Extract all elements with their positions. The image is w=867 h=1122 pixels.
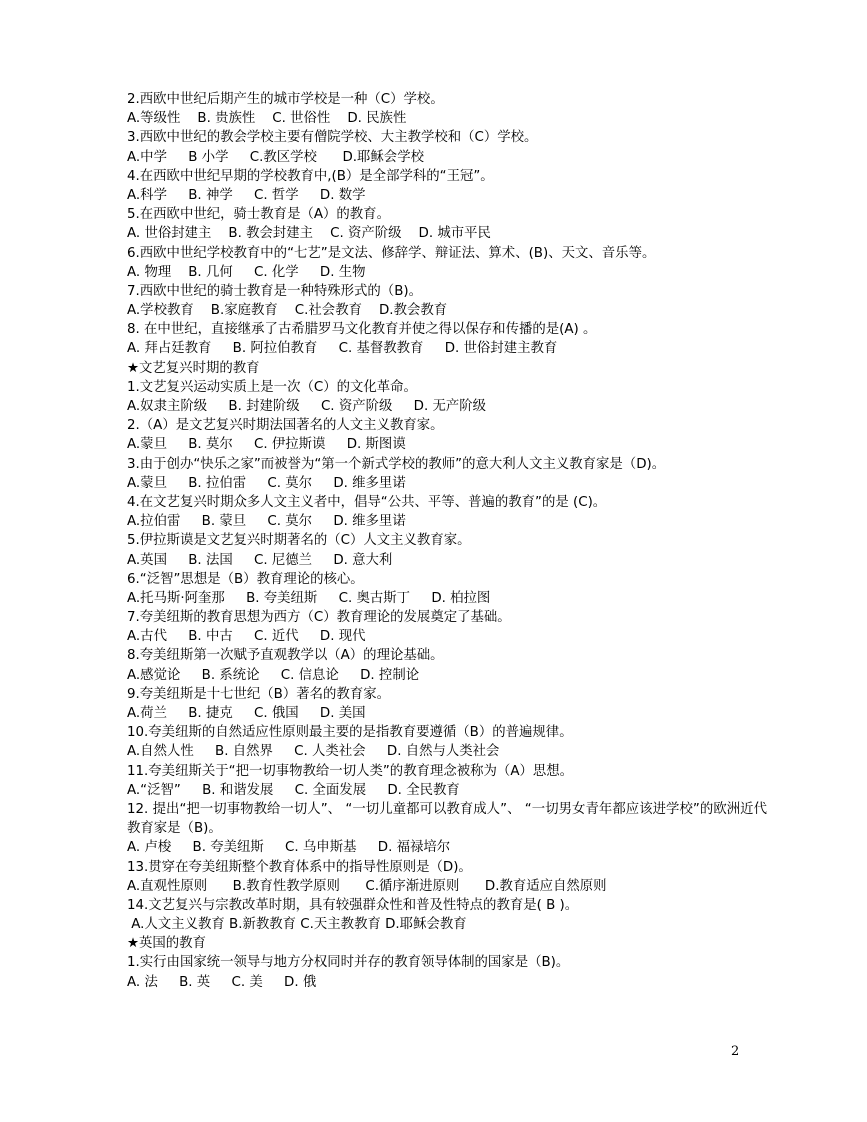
text-line: A.科学 B. 神学 C. 哲学 D. 数学 [127,187,366,203]
text-line: 5.在西欧中世纪，骑士教育是（A）的教育。 [127,207,390,223]
section-heading: ★英国的教育 [127,936,206,952]
text-line: A.学校教育 B.家庭教育 C.社会教育 D.教会教育 [127,303,448,319]
text-line: 7.夸美纽斯的教育思想为西方（C）教育理论的发展奠定了基础。 [127,610,511,626]
text-line: A.奴隶主阶级 B. 封建阶级 C. 资产阶级 D. 无产阶级 [127,399,487,414]
text-line: A. 法 B. 英 C. 美 D. 俄 [127,974,317,990]
text-line: 10.夸美纽斯的自然适应性原则最主要的是指教育要遵循（B）的普遍规律。 [127,725,573,741]
text-line: A.托马斯·阿奎那 B. 夸美纽斯 C. 奥古斯丁 D. 柏拉图 [127,590,491,606]
text-line: A. 拜占廷教育 B. 阿拉伯教育 C. 基督教教育 D. 世俗封建主教育 [127,341,558,357]
text-line: 2.（A）是文艺复兴时期法国著名的人文主义教育家。 [127,418,444,434]
text-line: A.“泛智” B. 和谐发展 C. 全面发展 D. 全民教育 [127,782,460,798]
text-line: 3.西欧中世纪的教会学校主要有僧院学校、大主教学校和（C）学校。 [127,130,538,146]
text-line: 13.贯穿在夸美纽斯整个教育体系中的指导性原则是（D)。 [127,859,472,875]
text-line: A. 物理 B. 几何 C. 化学 D. 生物 [127,264,366,280]
text-line: A.直观性原则 B.教育性教学原则 C.循序渐进原则 D.教育适应自然原则 [127,878,607,894]
text-line: A.荷兰 B. 捷克 C. 俄国 D. 美国 [127,706,366,721]
text-line: 12. 提出“把一切事物教给一切人”、 “一切儿童都可以教育成人”、 “一切男女青年都应该进学校”的欧洲近代教育家是（B)。 [127,801,767,837]
text-line: A.蒙旦 B. 莫尔 C. 伊拉斯谟 D. 斯图谟 [127,437,406,453]
text-line: A.中学 B 小学 C.教区学校 D.耶稣会学校 [127,149,424,165]
text-line: A.英国 B. 法国 C. 尼德兰 D. 意大利 [127,552,393,568]
text-line: A.自然人性 B. 自然界 C. 人类社会 D. 自然与人类社会 [127,744,500,760]
text-line: 9.夸美纽斯是十七世纪（B）著名的教育家。 [127,686,390,702]
page-content [127,90,767,992]
text-line: 14.文艺复兴与宗教改革时期，具有较强群众性和普及性特点的教育是( B )。 [127,897,579,913]
text-line: 8.夸美纽斯第一次赋予直观教学以（A）的理论基础。 [127,648,444,664]
text-line: 8. 在中世纪，直接继承了古希腊罗马文化教育并使之得以保存和传播的是(A) 。 [127,322,597,338]
text-line: A. 世俗封建主 B. 教会封建主 C. 资产阶级 D. 城市平民 [127,226,491,242]
text-line: 1.文艺复兴运动实质上是一次（C）的文化革命。 [127,379,417,395]
text-line: A.古代 B. 中古 C. 近代 D. 现代 [127,629,366,645]
section-heading: ★文艺复兴时期的教育 [127,360,260,376]
text-line: 1.实行由国家统一领导与地方分权同时并存的教育领导体制的国家是（B)。 [127,955,570,971]
text-line: 11.夸美纽斯关于“把一切事物教给一切人类”的教育理念被称为（A）思想。 [127,763,574,779]
text-line: A.等级性 B. 贵族性 C. 世俗性 D. 民族性 [127,111,407,127]
text-line: 7.西欧中世纪的骑士教育是一种特殊形式的（B)。 [127,283,422,299]
text-line: 5.伊拉斯谟是文艺复兴时期著名的（C）人文主义教育家。 [127,533,471,549]
text-line: A.蒙旦 B. 拉伯雷 C. 莫尔 D. 维多里诺 [127,475,406,491]
text-line: A.拉伯雷 B. 蒙旦 C. 莫尔 D. 维多里诺 [127,514,406,530]
text-line: A.人文主义教育 B.新教教育 C.天主教教育 D.耶稣会教育 [127,917,467,933]
text-line: A. 卢梭 B. 夸美纽斯 C. 乌申斯基 D. 福禄培尔 [127,840,451,856]
text-line: 6.“泛智”思想是（B）教育理论的核心。 [127,571,364,587]
text-line: A.感觉论 B. 系统论 C. 信息论 D. 控制论 [127,667,420,683]
text-line: 4.在文艺复兴时期众多人文主义者中，倡导“公共、平等、普遍的教育”的是 (C)。 [127,494,607,510]
text-line: 4.在西欧中世纪早期的学校教育中,(B）是全部学科的“王冠”。 [127,168,494,184]
text-line: 2.西欧中世纪后期产生的城市学校是一种（C）学校。 [127,92,444,107]
page-number: 2 [731,1044,740,1059]
text-line: 6.西欧中世纪学校教育中的“七艺”是文法、修辞学、辩证法、算术、(B)、天文、音乐等。 [127,245,656,261]
text-line: 3.由于创办“快乐之家”而被誉为“第一个新式学校的教师”的意大利人文主义教育家是（D)。 [127,456,666,472]
